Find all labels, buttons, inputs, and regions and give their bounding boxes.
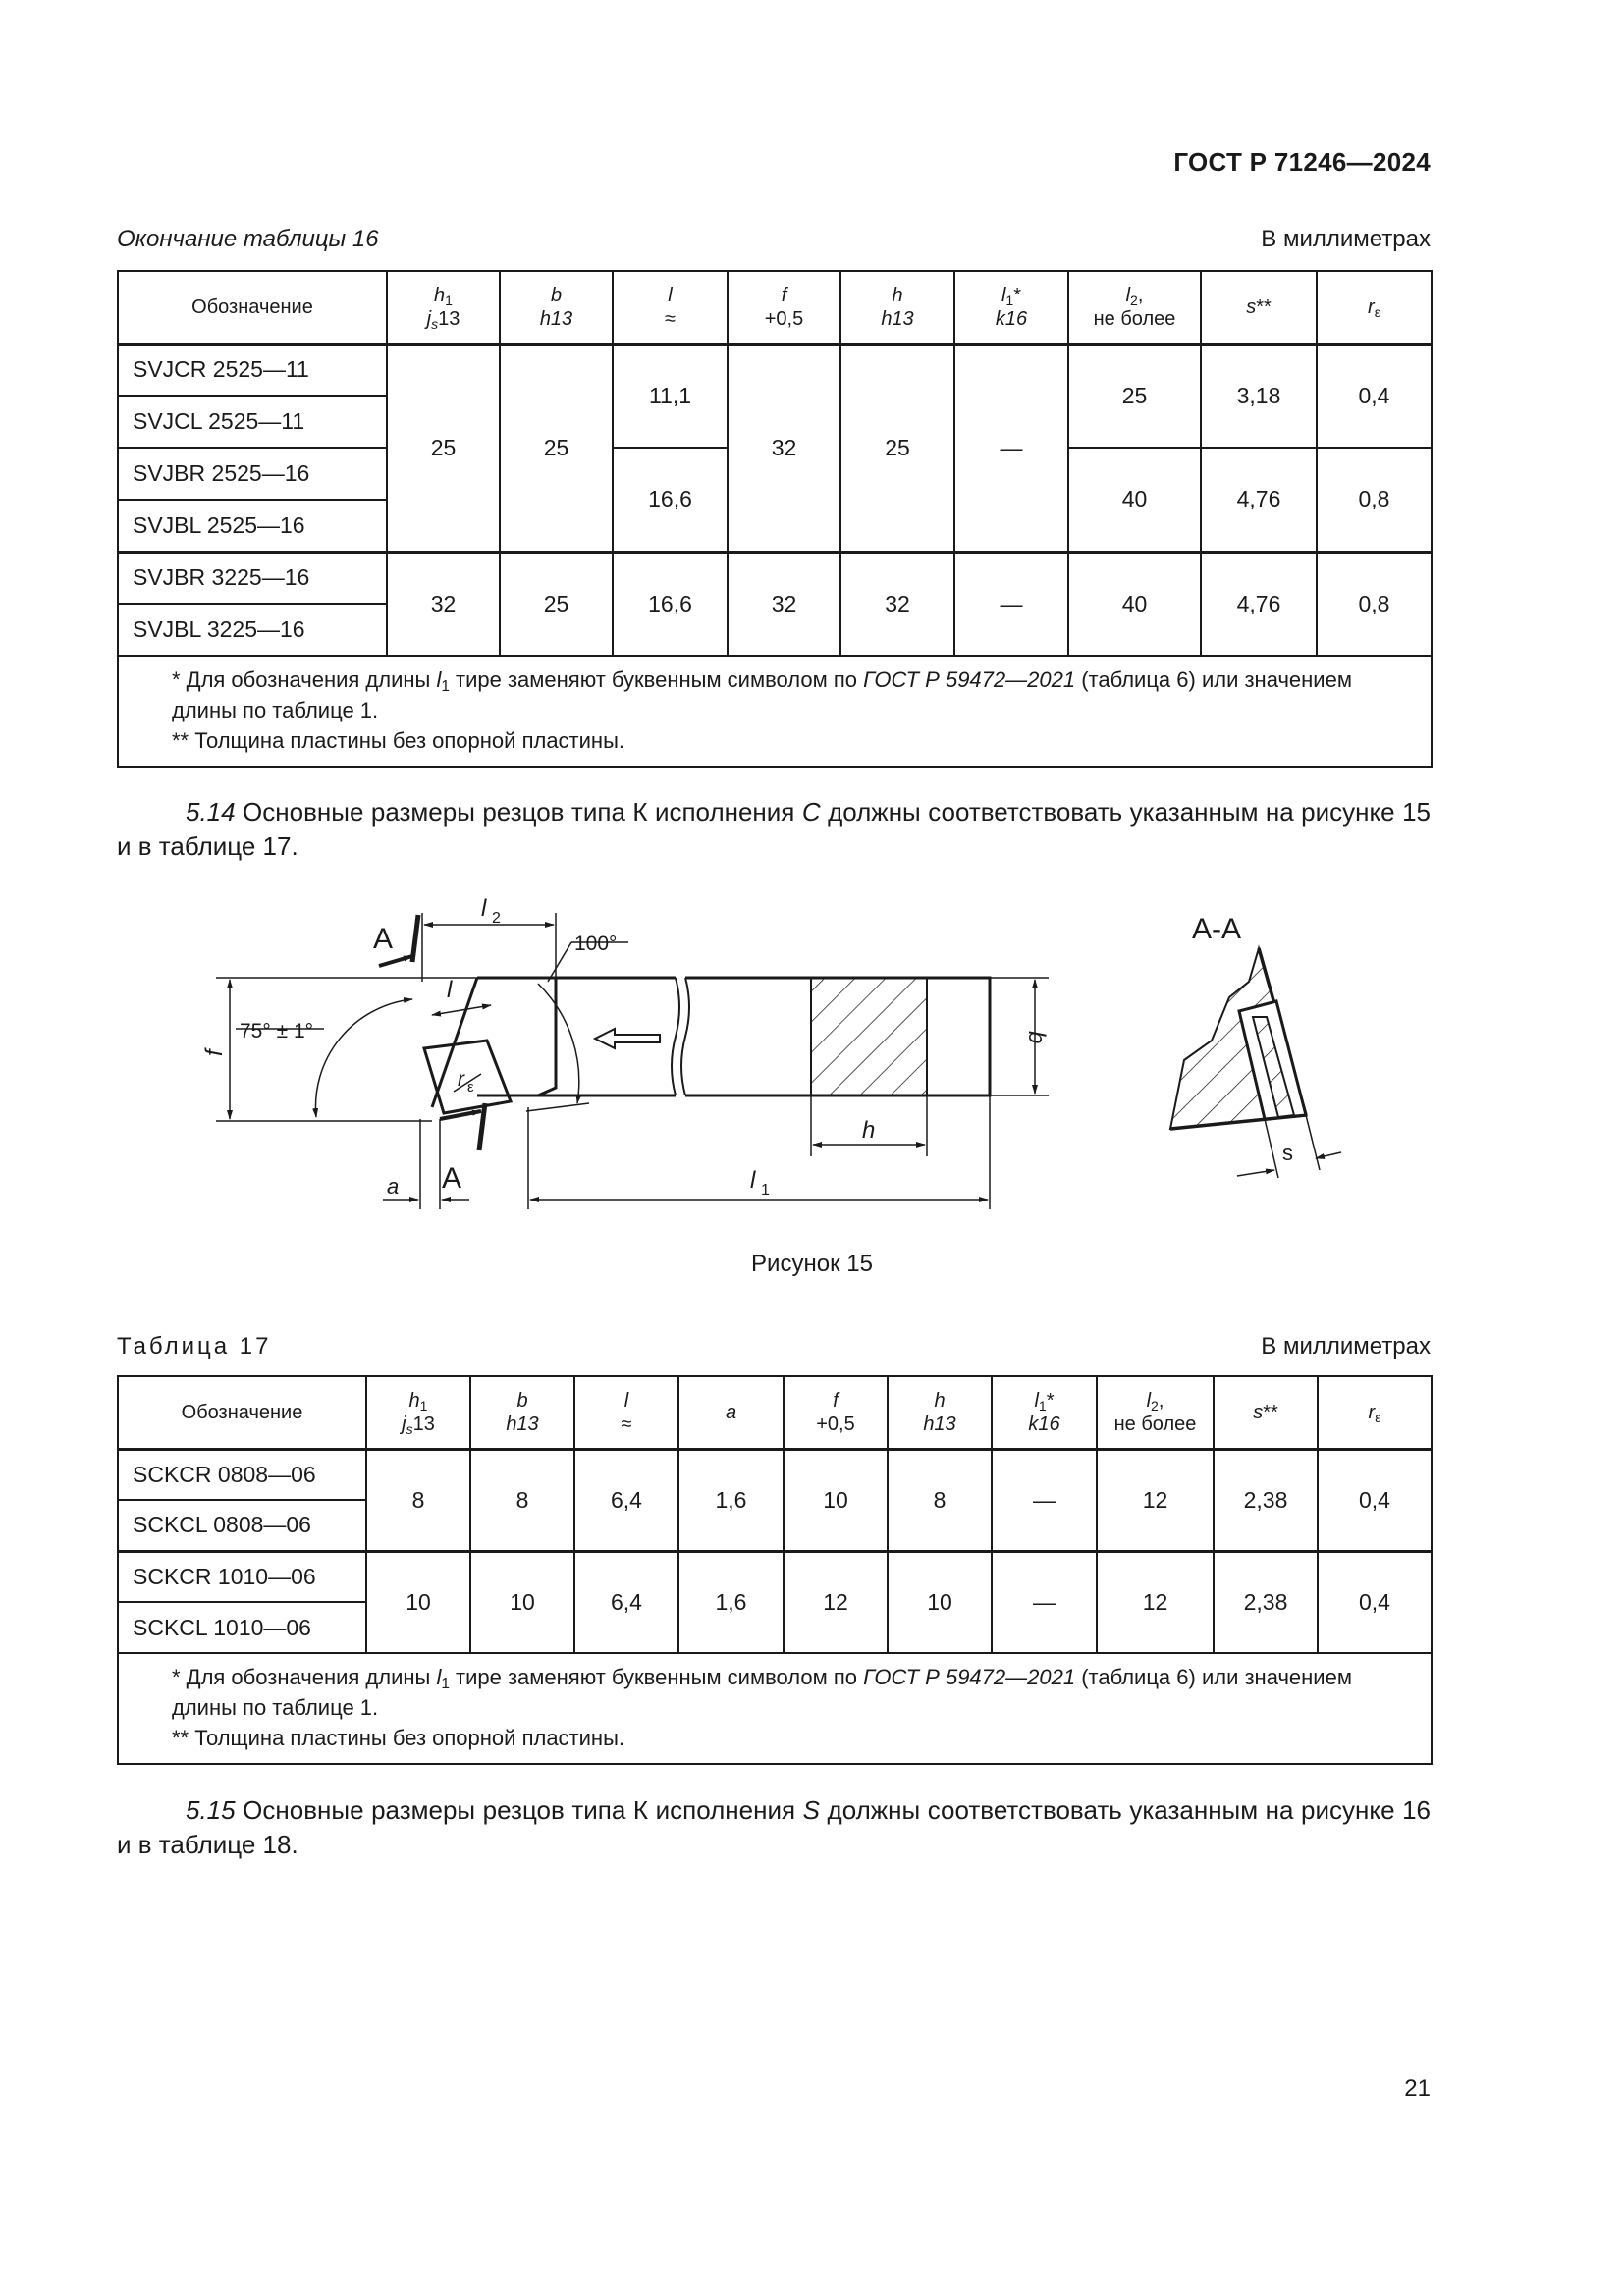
table-row: SCKCL 0808—06 xyxy=(118,1500,1432,1551)
table-17 xyxy=(117,1375,1433,1765)
th-b: b h13 xyxy=(470,1376,574,1449)
table-row: SVJBL 3225—16 xyxy=(118,604,1432,656)
table16-note1: * Для обозначения длины $l_1$ тире заменяют буквенным символом по ГОСТ Р 59472—2021 (таблица 6) или значением длины по таблице 1. xyxy=(172,667,1352,722)
table16-caption: Окончание таблицы 16 xyxy=(117,226,379,252)
table16-note2: ** Толщина пластины без опорной пластины. xyxy=(172,728,624,753)
label-r: r xyxy=(458,1068,464,1091)
table17-units: В миллиметрах xyxy=(1261,1333,1431,1360)
th-r: $r_\varepsilon$ xyxy=(1317,271,1432,344)
table-row: SCKCL 1010—06 xyxy=(118,1602,1432,1653)
figure-15-drawing xyxy=(196,883,1375,1217)
th-designation: Обозначение xyxy=(118,1376,366,1449)
table16-units: В миллиметрах xyxy=(1261,226,1431,252)
th-h1: $h_1$ $j_s13$ xyxy=(366,1376,470,1449)
table-row: SVJBR 3225—16 32 25 16,6 32 32 — 40 4,76 0,8 xyxy=(118,552,1432,604)
th-h: h h13 xyxy=(840,271,954,344)
label-section-aa: A-A xyxy=(1192,913,1242,945)
th-l1: $l_1*$ k16 xyxy=(954,271,1068,344)
label-angle-100: 100° xyxy=(574,933,618,955)
paragraph-5-15: 5.15 Основные размеры резцов типа К исполнения S должны соответствовать указанным на рисунке 16 и в таблице 18. xyxy=(117,1795,1432,1859)
page-number: 21 xyxy=(1404,2075,1431,2102)
label-l2-sub: 2 xyxy=(492,910,501,927)
table-row: SCKCR 0808—06 8 8 6,4 1,6 10 8 — 12 2,38 0,4 xyxy=(118,1449,1432,1500)
label-angle-75: 75° ± 1° xyxy=(240,1020,314,1042)
label-a: a xyxy=(387,1174,400,1199)
table17-caption: Таблица 17 xyxy=(117,1333,272,1360)
th-l2: $l_2$, не более xyxy=(1097,1376,1214,1449)
th-f: f +0,5 xyxy=(728,271,840,344)
label-section-a-top: A xyxy=(373,923,394,955)
th-s: s** xyxy=(1201,271,1317,344)
th-l2: $l_2$, не более xyxy=(1068,271,1201,344)
th-h: h h13 xyxy=(888,1376,992,1449)
table-row: SCKCR 1010—06 10 10 6,4 1,6 12 10 — 12 2,38 0,4 xyxy=(118,1551,1432,1602)
table16-header-row xyxy=(118,271,1432,344)
label-l2: l xyxy=(481,895,487,922)
th-s: s** xyxy=(1214,1376,1318,1449)
th-l: l ≈ xyxy=(613,271,728,344)
th-l: l ≈ xyxy=(574,1376,678,1449)
table-row: SVJCL 2525—11 xyxy=(118,396,1432,448)
label-l1-sub: 1 xyxy=(761,1182,770,1199)
table-row: SVJCR 2525—11 25 25 11,1 32 25 — 25 3,18 0,4 xyxy=(118,344,1432,396)
table17-notes xyxy=(118,1653,1432,1764)
th-a: a xyxy=(678,1376,784,1449)
table-row: SVJBR 2525—16 16,6 40 4,76 0,8 xyxy=(118,448,1432,500)
th-f: f +0,5 xyxy=(784,1376,888,1449)
table-row: SVJBL 2525—16 xyxy=(118,500,1432,552)
table16-notes xyxy=(118,656,1432,767)
figure-15-caption: Рисунок 15 xyxy=(751,1251,873,1277)
paragraph-5-14: 5.14 Основные размеры резцов типа К исполнения C должны соответствовать указанным на рисунке 15 и в таблице 17. xyxy=(117,797,1431,861)
label-l1: l xyxy=(750,1167,756,1194)
th-b: b h13 xyxy=(500,271,613,344)
label-l-small: l xyxy=(447,977,453,1003)
label-f: f xyxy=(201,1049,228,1056)
label-s: s xyxy=(1282,1141,1293,1165)
table17-header-row xyxy=(118,1376,1432,1449)
document-header: ГОСТ Р 71246—2024 xyxy=(1173,147,1431,177)
table17-note1: * Для обозначения длины $l_1$ тире заменяют буквенным символом по ГОСТ Р 59472—2021 (таблица 6) или значением длины по таблице 1. xyxy=(172,1665,1352,1720)
table-16 xyxy=(117,270,1433,768)
label-b: b xyxy=(1023,1031,1050,1044)
label-r-sub: ε xyxy=(467,1079,474,1095)
th-designation: Обозначение xyxy=(118,271,387,344)
th-l1: $l_1*$ k16 xyxy=(992,1376,1097,1449)
label-h: h xyxy=(862,1117,876,1144)
th-h1: $h_1$ $j_s13$ xyxy=(387,271,500,344)
th-r: $r_\varepsilon$ xyxy=(1318,1376,1432,1449)
table17-note2: ** Толщина пластины без опорной пластины. xyxy=(172,1726,624,1750)
label-section-a-bottom: A xyxy=(442,1162,462,1195)
